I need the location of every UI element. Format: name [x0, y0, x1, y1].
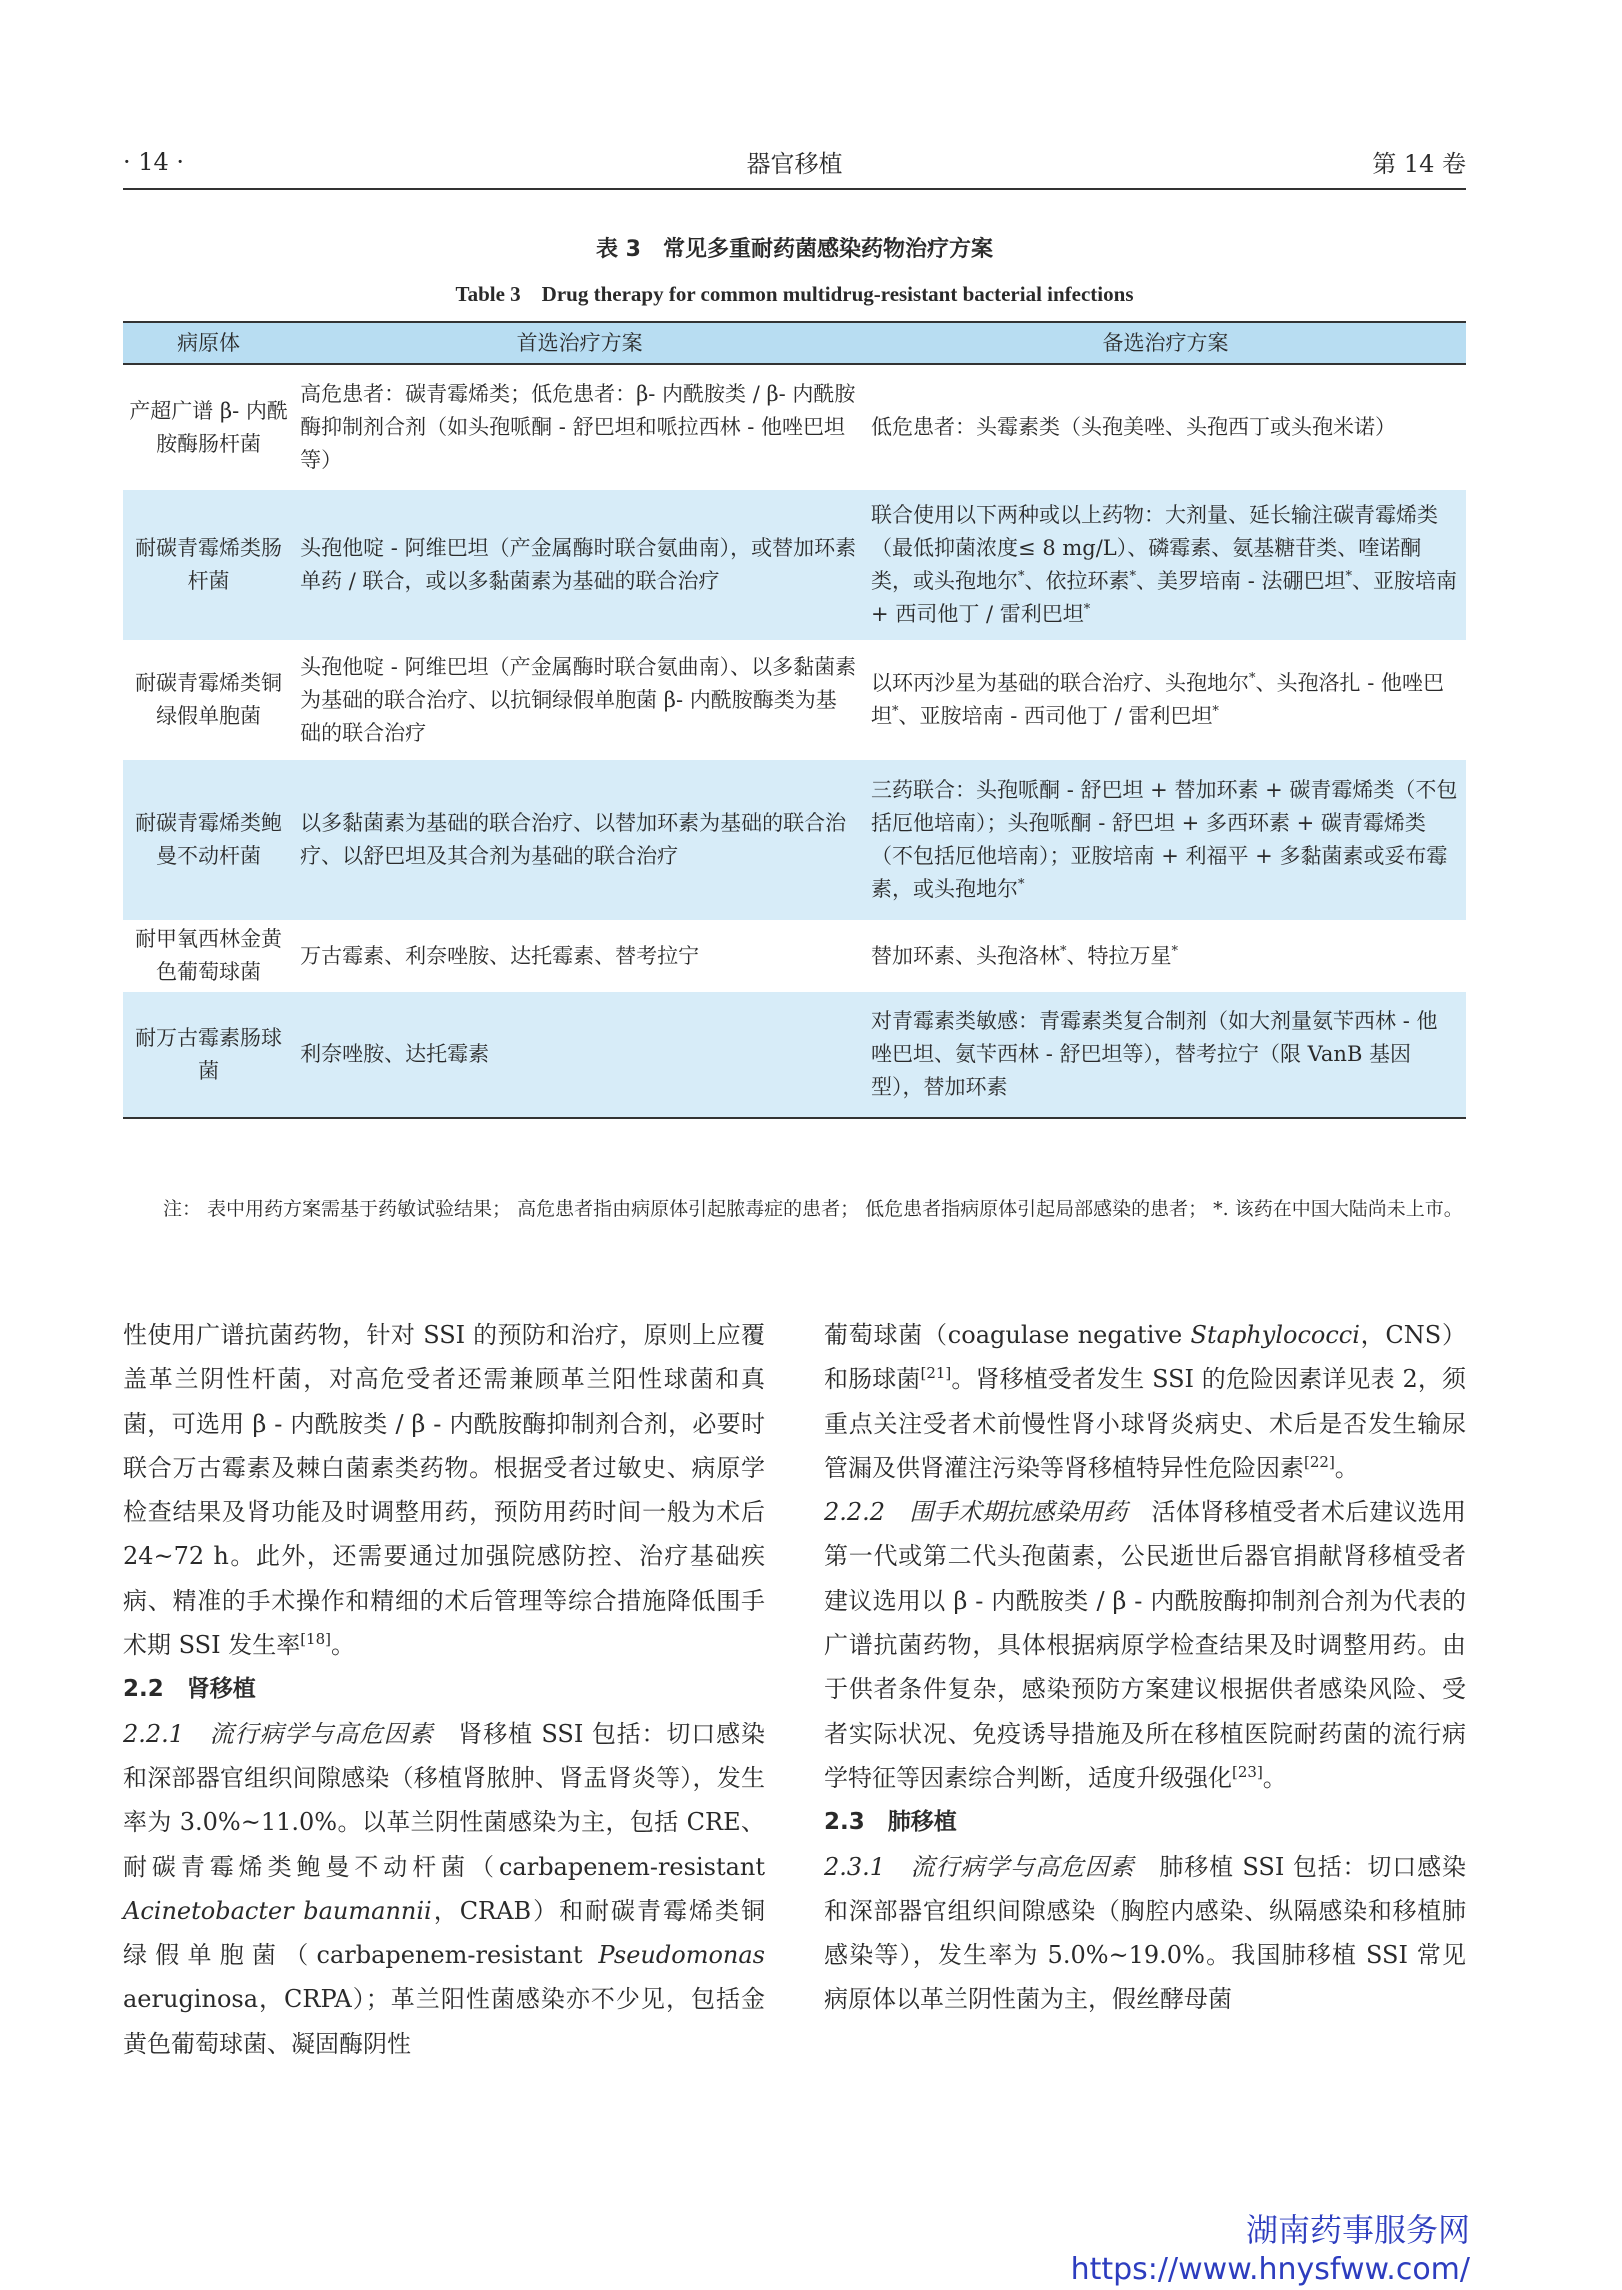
header-alternative: 备选治疗方案 [865, 322, 1466, 364]
volume-label: 第 14 卷 [1372, 150, 1466, 178]
citation: [21] [920, 1364, 952, 1383]
pathogen-cell: 耐万古霉素肠球菌 [123, 992, 294, 1118]
subsection-heading-2-2-1: 2.2.1 流行病学与高危因素 [123, 1719, 434, 1748]
watermark-url[interactable]: https://www.hnysfww.com/ [1070, 2252, 1470, 2287]
alternative-cell: 替加环素、头孢洛林*、特拉万星* [871, 943, 1179, 968]
paragraph: 2.2.2 围手术期抗感染用药 活体肾移植受者术后建议选用第一代或第二代头孢菌素，公民逝世后器官捐献肾移植受者建议选用以 β - 内酰胺类 / β - 内酰胺酶抑制剂合剂为代表的广谱抗菌药物，具体根据病原学检查结果及时调整用药。由于供者条件复杂，感染预防方案建议根据供者感染风险、受者实际状况、免疫诱导措施及所在移植医院耐药菌的流行病学特征等因素综合判断，适度升级强化[23]。 [824, 1498, 1466, 1792]
watermark [1071, 2210, 1470, 2290]
subsection-heading-2-3-1: 2.3.1 流行病学与高危因素 [824, 1852, 1135, 1881]
body-column-right [824, 1313, 1466, 2022]
citation: [23] [1232, 1762, 1263, 1781]
first-line-cell: 高危患者：碳青霉烯类；低危患者：β- 内酰胺类 / β- 内酰胺酶抑制剂合剂（如头孢哌酮 - 舒巴坦和哌拉西林 - 他唑巴坦等） [300, 382, 856, 472]
alternative-cell: 联合使用以下两种或以上药物：大剂量、延长输注碳青霉烯类（最低抑菌浓度≤ 8 mg/L）、磷霉素、氨基糖苷类、喹诺酮类，或头孢地尔*、依拉环素*、美罗培南 - 法硼巴坦*、亚胺培南 + 西司他丁 / 雷利巴坦* [865, 490, 1466, 640]
table-row [123, 490, 1466, 640]
not-marketed-marker: * [1060, 943, 1067, 959]
first-line-cell: 利奈唑胺、达托霉素 [294, 992, 865, 1118]
not-marketed-marker: * [1171, 943, 1179, 959]
pathogen-cell: 耐碳青霉烯类肠杆菌 [123, 490, 294, 640]
running-header [123, 138, 1466, 190]
table-caption-en: Table 3 Drug therapy for common multidrug-resistant bacterial infections [455, 282, 1134, 306]
page-number: · 14 · [123, 148, 185, 176]
table-row [123, 640, 1466, 760]
pathogen-cell: 耐碳青霉烯类鲍曼不动杆菌 [123, 760, 294, 920]
pathogen-cell: 耐碳青霉烯类铜绿假单胞菌 [135, 671, 283, 728]
not-marketed-marker: * [1249, 671, 1256, 686]
header-first-line: 首选治疗方案 [294, 322, 865, 364]
alternative-cell: 三药联合：头孢哌酮 - 舒巴坦 + 替加环素 + 碳青霉烯类（不包括厄他培南）；头孢哌酮 - 舒巴坦 + 多西环素 + 碳青霉烯类（不包括厄他培南）；亚胺培南 + 利福平 + 多黏菌素或妥布霉素，或头孢地尔* [865, 760, 1466, 920]
paragraph: 2.2.1 流行病学与高危因素 肾移植 SSI 包括：切口感染和深部器官组织间隙感染（移植肾脓肿、肾盂肾炎等），发生率为 3.0%~11.0%。以革兰阴性菌感染为主，包括 CRE、耐碳青霉烯类鲍曼不动杆菌（carbapenem-resistant Acinetobacter baumannii，CRAB）和耐碳青霉烯类铜绿假单胞菌（carbapenem-resistant Pseudomonas aeruginosa，CRPA）；革兰阳性菌感染亦不少见，包括金黄色葡萄球菌、凝固酶阴性 [123, 1719, 765, 2058]
paragraph: 2.3.1 流行病学与高危因素 肺移植 SSI 包括：切口感染和深部器官组织间隙感染（胸腔内感染、纵隔感染和移植肺感染等），发生率为 5.0%~19.0%。我国肺移植 SSI 常见病原体以革兰阴性菌为主，假丝酵母菌 [824, 1852, 1466, 2014]
table-note: 注： 表中用药方案需基于药敏试验结果； 高危患者指由病原体引起脓毒症的患者； 低危患者指病原体引起局部感染的患者； *. 该药在中国大陆尚未上市。 [163, 1198, 1463, 1220]
not-marketed-marker: * [1083, 602, 1091, 617]
not-marketed-marker: * [1018, 877, 1025, 892]
section-heading-2-2: 2.2 肾移植 [123, 1676, 256, 1703]
section-heading-2-3: 2.3 肺移植 [824, 1809, 957, 1836]
not-marketed-marker: * [1345, 569, 1352, 584]
pathogen-cell: 产超广谱 β- 内酰胺酶肠杆菌 [129, 398, 288, 456]
paragraph: 葡萄球菌（coagulase negative Staphylococci，CNS）和肠球菌[21]。肾移植受者发生 SSI 的危险因素详见表 2，须重点关注受者术前慢性肾小球肾炎病史、术后是否发生输尿管漏及供肾灌注污染等肾移植特异性危险因素[22]。 [824, 1321, 1466, 1482]
first-line-cell: 万古霉素、利奈唑胺、达托霉素、替考拉宁 [300, 943, 700, 968]
watermark-name: 湖南药事服务网 [1245, 2211, 1470, 2249]
table-row [123, 920, 1466, 992]
first-line-cell: 头孢他啶 - 阿维巴坦（产金属酶时联合氨曲南），或替加环素单药 / 联合，或以多黏菌素为基础的联合治疗 [294, 490, 865, 640]
journal-name: 器官移植 [746, 150, 843, 178]
body-column-left [123, 1313, 765, 2066]
table-header-row [123, 322, 1466, 364]
not-marketed-marker: * [1212, 704, 1219, 719]
first-line-cell: 以多黏菌素为基础的联合治疗、以替加环素为基础的联合治疗、以舒巴坦及其合剂为基础的联合治疗 [294, 760, 865, 920]
first-line-cell: 头孢他啶 - 阿维巴坦（产金属酶时联合氨曲南）、以多黏菌素为基础的联合治疗、以抗铜绿假单胞菌 β- 内酰胺酶类为基础的联合治疗 [300, 654, 857, 745]
table-caption-cn: 表 3 常见多重耐药菌感染药物治疗方案 [596, 237, 993, 262]
header-pathogen: 病原体 [123, 322, 294, 364]
table-row [123, 992, 1466, 1118]
not-marketed-marker: * [1129, 569, 1137, 584]
paragraph: 性使用广谱抗菌药物，针对 SSI 的预防和治疗，原则上应覆盖革兰阴性杆菌，对高危受者还需兼顾革兰阳性球菌和真菌，可选用 β - 内酰胺类 / β - 内酰胺酶抑制剂合剂，必要时联合万古霉素及棘白菌素类药物。根据受者过敏史、病原学检查结果及肾功能及时调整用药，预防用药时间一般为术后 24~72 h。此外，还需要通过加强院感防控、治疗基础疾病、精准的手术操作和精细的术后管理等综合措施降低围手术期 SSI 发生率[18]。 [123, 1321, 765, 1660]
not-marketed-marker: * [1018, 569, 1025, 584]
drug-therapy-table [123, 321, 1466, 1119]
subsection-heading-2-2-2: 2.2.2 围手术期抗感染用药 [824, 1498, 1128, 1527]
alternative-cell: 以环丙沙星为基础的联合治疗、头孢地尔*、头孢洛扎 - 他唑巴坦*、亚胺培南 - 西司他丁 / 雷利巴坦* [871, 671, 1444, 728]
not-marketed-marker: * [892, 704, 899, 719]
table-row [123, 364, 1466, 490]
citation: [22] [1304, 1452, 1335, 1471]
alternative-cell: 对青霉素类敏感：青霉素类复合制剂（如大剂量氨苄西林 - 他唑巴坦、氨苄西林 - 舒巴坦等），替考拉宁（限 VanB 基因型），替加环素 [865, 992, 1466, 1118]
pathogen-cell: 耐甲氧西林金黄色葡萄球菌 [135, 927, 283, 984]
citation: [18] [300, 1630, 331, 1649]
alternative-cell: 低危患者：头霉素类（头孢美唑、头孢西丁或头孢米诺） [871, 415, 1397, 439]
table-row [123, 760, 1466, 920]
